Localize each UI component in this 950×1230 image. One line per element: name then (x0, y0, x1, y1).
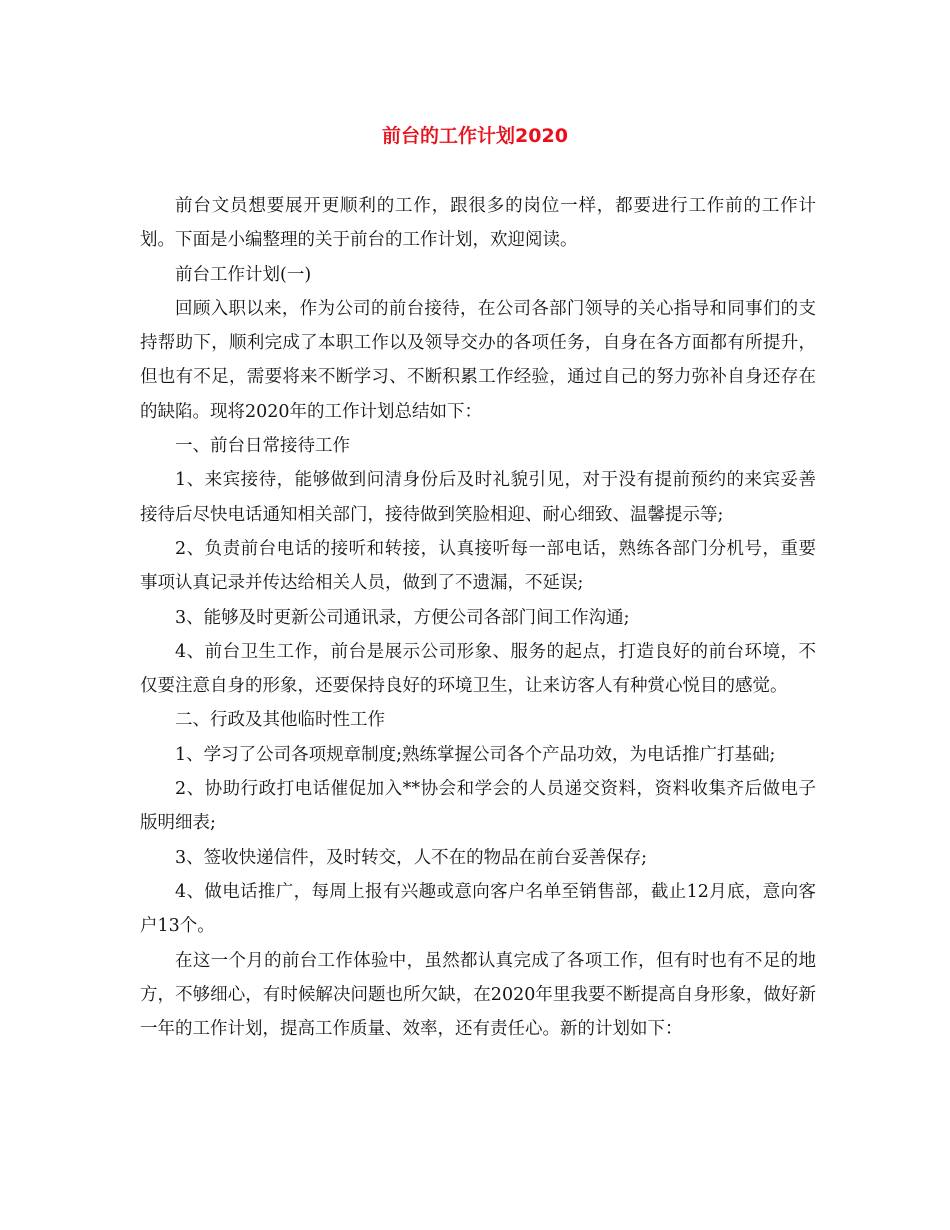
list-item: 4、做电话推广，每周上报有兴趣或意向客户名单至销售部，截止12月底，意向客户13个。 (140, 881, 816, 937)
paragraph-review: 回顾入职以来，作为公司的前台接待，在公司各部门领导的关心指导和同事们的支持帮助下，顺利完成了本职工作以及领导交办的各项任务，自身在各方面都有所提升，但也有不足，需要将来不断学习、不断积累工作经验，通过自己的努力弥补自身还存在的缺陷。现将2020年的工作计划总结如下： (140, 298, 816, 422)
list-item: 2、协助行政打电话催促加入**协会和学会的人员递交资料，资料收集齐后做电子版明细表; (140, 779, 816, 834)
list-item: 2、负责前台电话的接听和转接，认真接听每一部电话，熟练各部门分机号，重要事项认真记录并传达给相关人员，做到了不遗漏，不延误; (140, 538, 816, 594)
section-heading-plan-one: 前台工作计划(一) (175, 264, 312, 285)
list-item: 3、签收快递信件，及时转交，人不在的物品在前台妥善保存; (175, 847, 648, 868)
section-heading-reception: 一、前台日常接待工作 (175, 436, 350, 457)
section-heading-admin: 二、行政及其他临时性工作 (175, 710, 385, 731)
list-item: 1、来宾接待，能够做到问清身份后及时礼貌引见，对于没有提前预约的来宾妥善接待后尽快电话通知相关部门，接待做到笑脸相迎、耐心细致、温馨提示等; (140, 470, 816, 525)
list-item: 4、前台卫生工作，前台是展示公司形象、服务的起点，打造良好的前台环境，不仅要注意自身的形象，还要保持良好的环境卫生，让来访客人有种赏心悦目的感觉。 (140, 641, 816, 697)
list-item: 1、学习了公司各项规章制度;熟练掌握公司各个产品功效，为电话推广打基础; (175, 744, 776, 765)
document-title: 前台的工作计划2020 (382, 125, 568, 147)
paragraph-conclusion: 在这一个月的前台工作体验中，虽然都认真完成了各项工作，但有时也有不足的地方，不够细心，有时候解决问题也所欠缺，在2020年里我要不断提高自身形象，做好新一年的工作计划，提高工作质量、效率，还有责任心。新的计划如下： (140, 950, 816, 1040)
paragraph-intro: 前台文员想要展开更顺利的工作，跟很多的岗位一样，都要进行工作前的工作计划。下面是小编整理的关于前台的工作计划，欢迎阅读。 (140, 196, 816, 251)
list-item: 3、能够及时更新公司通讯录，方便公司各部门间工作沟通; (175, 607, 630, 628)
document-body (140, 189, 816, 1046)
